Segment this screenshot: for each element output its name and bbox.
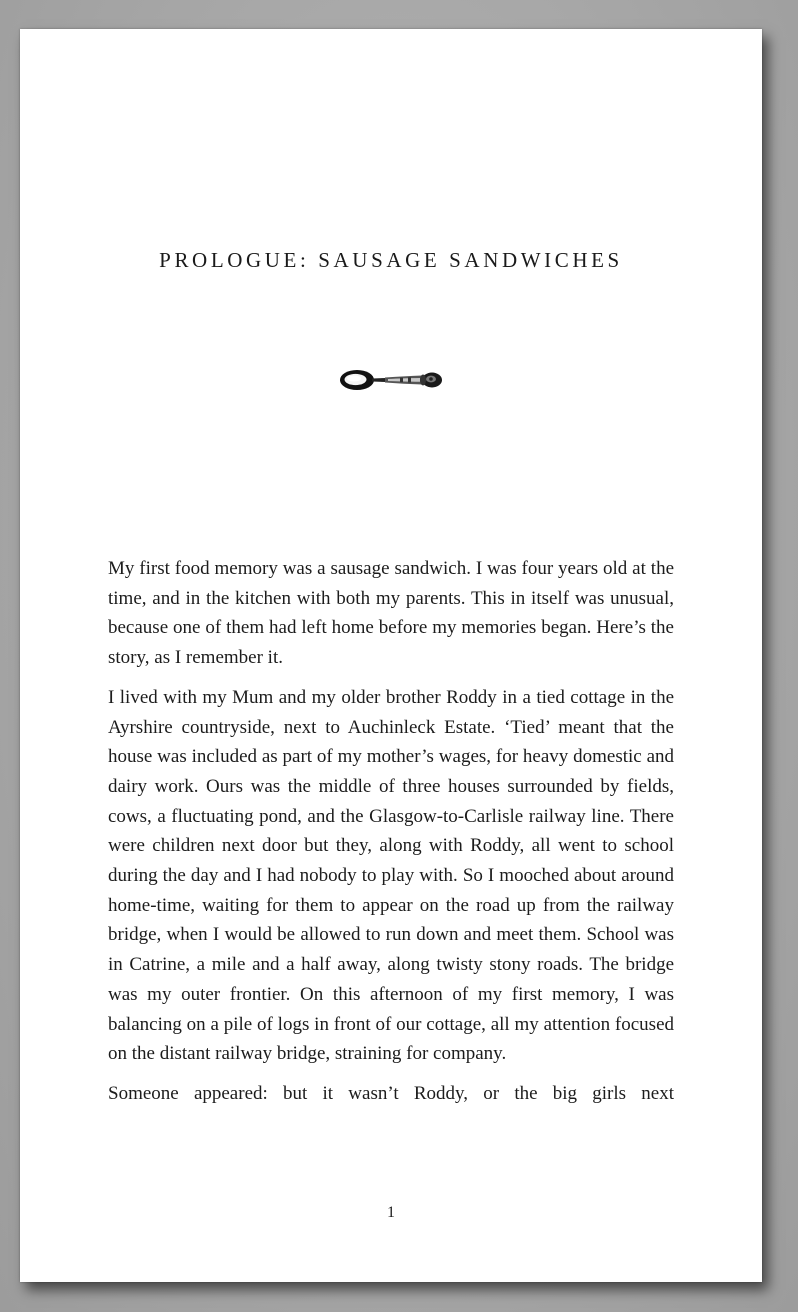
chapter-body [108,554,674,1119]
chapter-title: PROLOGUE: SAUSAGE SANDWICHES [159,248,623,272]
body-paragraph: Someone appeared: but it wasn’t Roddy, or the big girls next [108,1082,674,1104]
body-paragraph: I lived with my Mum and my older brother Roddy in a tied cottage in the Ayrshire countryside, next to Auchinleck Estate. ‘Tied’ meant that the house was included as part of my mother’s wages, for heavy domestic and dairy work. Ours was the middle of three houses surrounded by fields, cows, a fluctuating pond, and the Glasgow-to-Carlisle railway line. There were children next door but they, along with Roddy, all went to school during the day and I had nobody to play with. So I mooched about around home-time, waiting for them to appear on the road up from the railway bridge, when I would be allowed to run down and meet them. School was in Catrine, a mile and a half away, along twisty stony roads. The bridge was my outer frontier. On this afternoon of my first memory, I was balancing on a pile of logs in front of our cottage, all my attention focused on the distant railway bridge, straining for company. [108,686,674,1065]
book-page [20,29,762,1282]
spoon-icon [338,365,446,395]
page-number: 1 [387,1204,395,1221]
body-paragraph: My first food memory was a sausage sandwich. I was four years old at the time, and in the kitchen with both my parents. This in itself was unusual, because one of them had left home before my memories began. Here’s the story, as I remember it. [108,558,674,669]
